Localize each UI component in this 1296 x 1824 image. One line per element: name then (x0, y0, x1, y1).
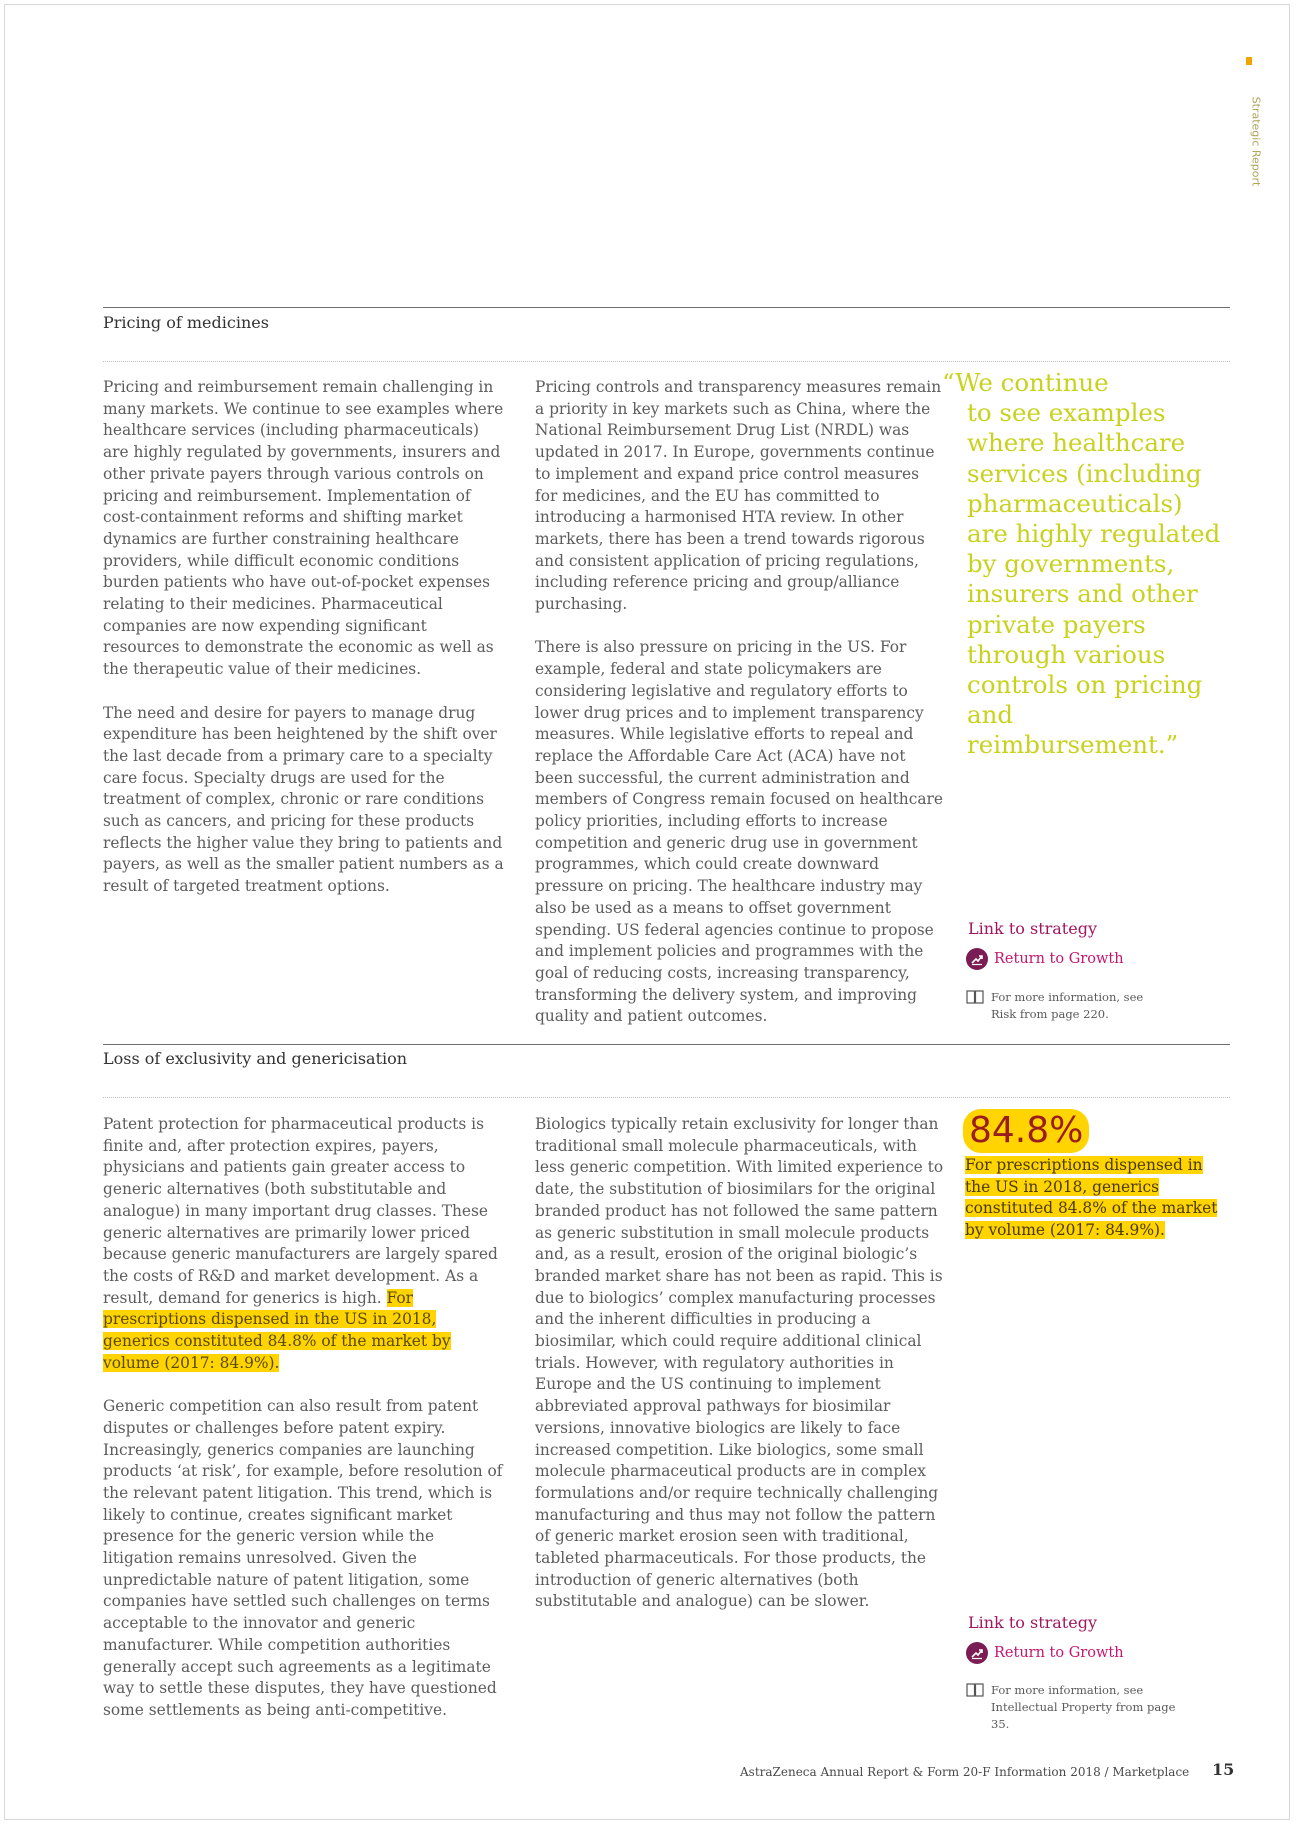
stat-value: 84.8% (963, 1109, 1089, 1153)
page-footer: AstraZeneca Annual Report & Form 20-F Information 2018 / Marketplace (740, 1765, 1190, 1779)
growth-trend-icon (966, 1642, 988, 1664)
link-to-strategy-heading: Link to strategy (968, 919, 1097, 938)
highlighted-text: For prescriptions dispensed in the US in 2018, generics constituted 84.8% of the market by volume (2017: 84.9%). (103, 1288, 451, 1372)
growth-trend-icon (966, 948, 988, 970)
section-divider-dots (103, 1097, 1230, 1098)
paragraph: Generic competition can also result from patent disputes or challenges before patent expiry. Increasingly, generics companies are launching products ‘at risk’, for example, before resolution of the relevant patent litigation. This trend, which is likely to continue, creates significant market presence for the generic version while the litigation remains unresolved. Given the unpredictable nature of patent litigation, some companies have settled such challenges on terms acceptable to the innovator and generic manufacturer. While competition authorities generally accept such agreements as a legitimate way to settle these disputes, they have questioned some settlements as being anti-competitive. (103, 1397, 503, 1719)
section-divider-dots (103, 361, 1230, 362)
paragraph: The need and desire for payers to manage drug expenditure has been heightened by the shift over the last decade from a primary care to a specialty care focus. Specialty drugs are used for the treatment of complex, chronic or rare conditions such as cancers, and pricing for these products reflects the higher value they bring to patients and payers, as well as the smaller patient numbers as a result of targeted treatment options. (103, 703, 504, 896)
pull-quote-open: “We continue (942, 368, 1109, 397)
section-title-pricing: Pricing of medicines (103, 313, 269, 332)
more-info-text: For more information, see Intellectual Property from page 35. (991, 1683, 1176, 1731)
paragraph: Pricing and reimbursement remain challenging in many markets. We continue to see examples where healthcare services (including pharmaceuticals) are highly regulated by governments, insurers and other private payers through various controls on pricing and reimbursement. Implementation of cost-containment reforms and shifting market dynamics are further constraining healthcare providers, while difficult economic conditions burden patients who have out-of-pocket expenses relating to their medicines. Pharmaceutical companies are now expending significant resources to demonstrate the economic as well as the therapeutic value of their medicines. (103, 378, 504, 679)
book-icon (966, 990, 984, 1009)
more-info-ip[interactable] (966, 1682, 1191, 1733)
return-to-growth-link[interactable] (966, 946, 1124, 972)
paragraph: There is also pressure on pricing in the US. For example, federal and state policymakers are considering legislative and regulatory efforts to lower drug prices and to implement transparency measures. While legislative efforts to repeal and replace the Affordable Care Act (ACA) have not been successful, the current administration and members of Congress remain focused on healthcare policy priorities, including efforts to increase competition and generic drug use in government programmes, which could create downward pressure on pricing. The healthcare industry may also be used as a means to offset government spending. US federal agencies continue to propose and implement policies and programmes with the goal of reducing costs, increasing transparency, transforming the delivery system, and improving quality and patient outcomes. (535, 638, 943, 1026)
book-icon (966, 1683, 984, 1702)
more-info-text: For more information, see Risk from page 220. (991, 990, 1144, 1021)
pull-quote-text: to see examples where healthcare services (including pharmaceuticals) are highly regulated by governments, insurers and other private payers through various controls on pricing and reimbursement.” (967, 398, 1221, 760)
section-rule (103, 1044, 1230, 1045)
pull-quote (942, 368, 1230, 761)
stat-description-text: For prescriptions dispensed in the US in 2018, generics constituted 84.8% of the market by volume (2017: 84.9%). (965, 1156, 1218, 1240)
section-title-exclusivity: Loss of exclusivity and genericisation (103, 1049, 408, 1068)
return-to-growth-label: Return to Growth (994, 1645, 1124, 1661)
section-rule (103, 307, 1230, 308)
side-tab (1238, 55, 1262, 195)
paragraph-text: Patent protection for pharmaceutical products is finite and, after protection expires, payers, physicians and patients gain greater access to generic alternatives (both substitutable and analogue) in many important drug classes. These generic alternatives are primarily lower priced because generic manufacturers are largely spared the costs of R&D and market development. As a result, demand for generics is high. (103, 1115, 498, 1307)
more-info-risk[interactable] (966, 989, 1156, 1023)
paragraph: Pricing controls and transparency measures remain a priority in key markets such as China, where the National Reimbursement Drug List (NRDL) was updated in 2017. In Europe, governments continue to implement and expand price control measures for medicines, and the EU has committed to introducing a harmonised HTA review. In other markets, there has been a trend towards rigorous and consistent application of pricing regulations, including reference pricing and group/alliance purchasing. (535, 378, 942, 614)
paragraph (103, 1114, 508, 1374)
page-number: 15 (1212, 1760, 1235, 1779)
return-to-growth-label: Return to Growth (994, 951, 1124, 967)
pricing-column-1 (103, 377, 508, 920)
paragraph: Biologics typically retain exclusivity for longer than traditional small molecule pharmaceuticals, with less generic competition. With limited experience to date, the substitution of biosimilars for the original branded product has not followed the same pattern as generic substitution in small molecule products and, as a result, erosion of the original biologic’s branded market share has not been as rapid. This is due to biologics’ complex manufacturing processes and the inherent difficulties in producing a biosimilar, which could require additional clinical trials. However, with regulatory authorities in Europe and the US continuing to implement abbreviated approval pathways for biosimilar versions, innovative biologics are likely to face increased competition. Like biologics, some small molecule pharmaceutical products are in complex formulations and/or require technically challenging manufacturing and thus may not follow the pattern of generic market erosion seen with traditional, tableted pharmaceuticals. For those products, the introduction of generic alternatives (both substitutable and analogue) can be slower. (535, 1115, 944, 1611)
exclusivity-column-1 (103, 1114, 508, 1743)
side-tab-label: Strategic Report (1249, 96, 1263, 187)
pricing-column-2 (535, 377, 945, 1050)
stat-description (965, 1155, 1230, 1242)
exclusivity-column-2 (535, 1114, 945, 1635)
return-to-growth-link[interactable] (966, 1640, 1124, 1666)
side-tab-marker (1246, 57, 1252, 65)
link-to-strategy-heading: Link to strategy (968, 1613, 1097, 1632)
